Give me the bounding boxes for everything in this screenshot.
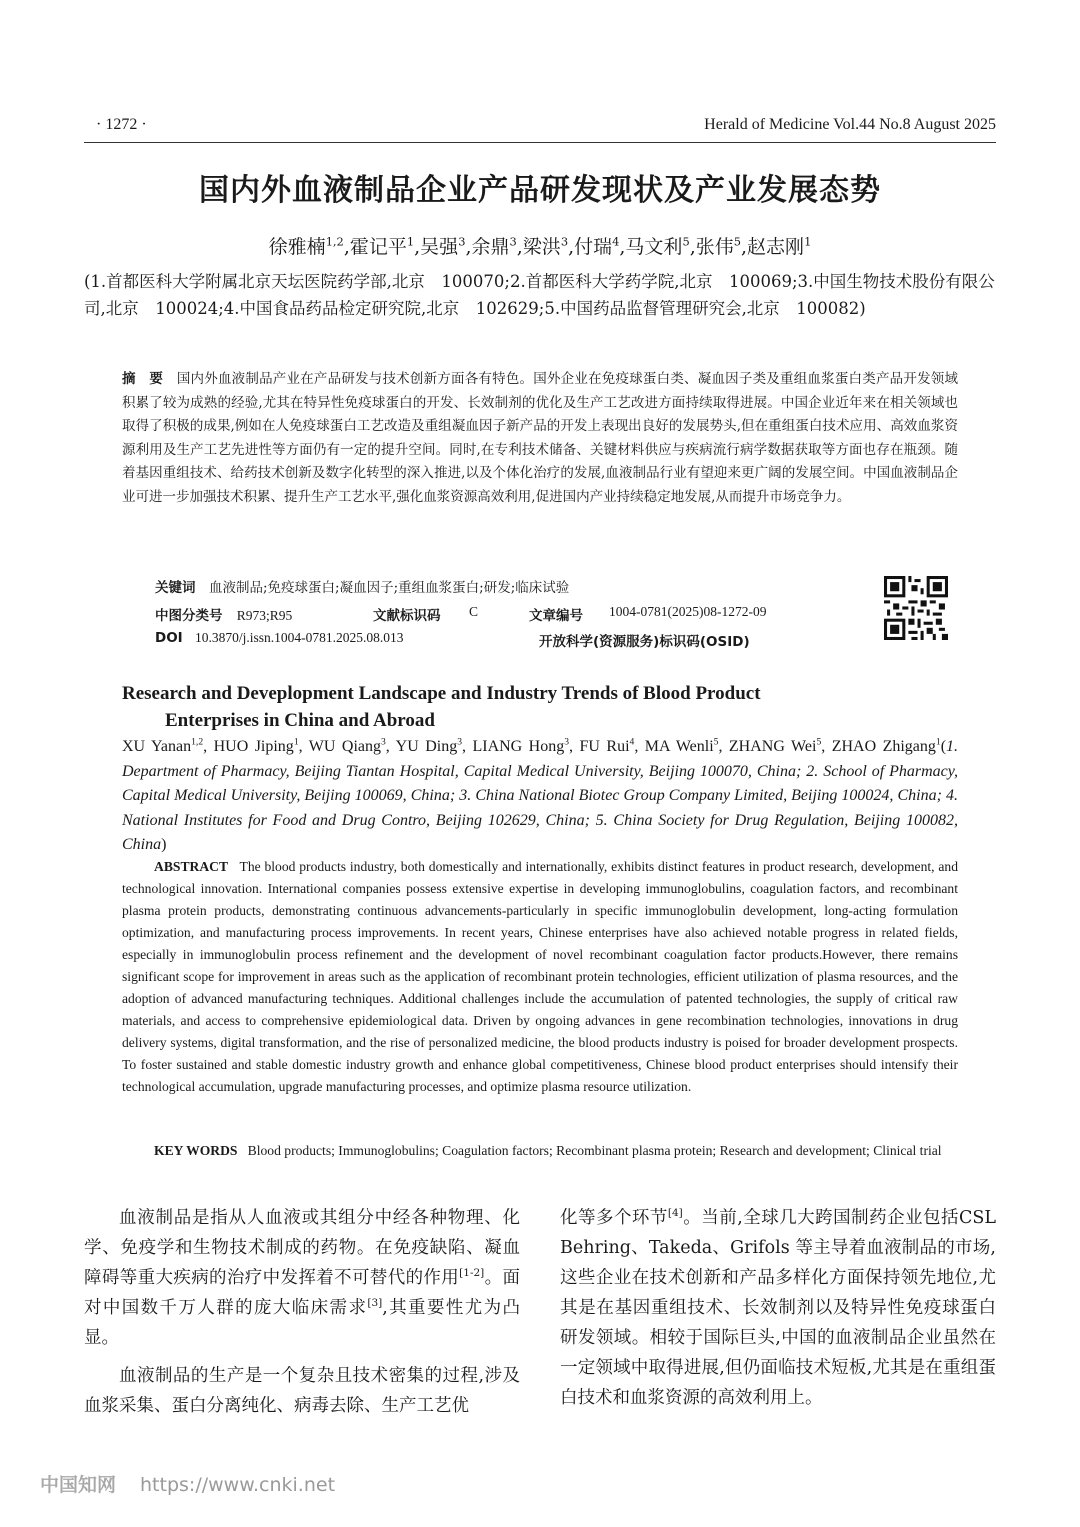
- author-affiliation-sup: 5: [733, 234, 741, 249]
- author-affiliation-sup: 1: [406, 234, 415, 249]
- keywords-en-label: KEY WORDS: [154, 1143, 238, 1158]
- meta-line-1: [155, 604, 875, 624]
- author-affiliation-sup: 4: [612, 234, 620, 249]
- qr-code-icon[interactable]: [884, 576, 948, 640]
- author-affiliation-sup: 5: [816, 736, 822, 748]
- author-name: ZHANG Wei: [728, 738, 817, 755]
- author-name: WU Qiang: [308, 738, 381, 755]
- body-paragraph-2: 血液制品的生产是一个复杂且技术密集的过程,涉及血浆采集、蛋白分离纯化、病毒去除、生产工艺优: [84, 1366, 520, 1416]
- affiliations-en: 1. Department of Pharmacy, Beijing Tiantan Hospital, Capital Medical University, Beijing 100070, China; 2. School of Pharmacy, Capital Medical University, Beijing 100069, China; 3. China National Biotec Group Company Limited, Beijing 100024, China; 4. National Institutes for Food and Drug Contro, Beijing 102629, China; 5. China Society for Drug Regulation, Beijing 100082, China: [122, 738, 959, 853]
- author-name: 梁洪: [522, 236, 561, 258]
- body-paragraph-3: [560, 1203, 996, 1413]
- author-affiliation-sup: 1,2: [325, 234, 344, 249]
- body-p1-c: ,其重要性尤为凸显。: [84, 1298, 521, 1348]
- abstract-en-text: The blood products industry, both domestically and internationally, exhibits distinct features in product research, development, and technological innovation. International companies possess extensive expertise in developing immunoglobulins, coagulation factors, and recombinant plasma protein products, demonstrating continuous advancements-particularly in specific immunoglobulin development, long-acting formulation optimization, and manufacturing process improvements. In recent years, Chinese enterprises have also achieved notable progress in related fields, especially in immunoglobulin process refinement and the development of novel recombinant coagulation factor products.However, there remains significant scope for improvement in areas such as the application of recombinant protein technologies, efficient utilization of plasma resources, and the adoption of advanced manufacturing techniques. Additional challenges include the accumulation of patented technologies, the supply of critical raw materials, and access to comprehensive epidemiological data. Driven by ongoing advances in gene recombination technologies, innovations in drug delivery systems, digital transformation, and the rise of personalized medicine, the blood products industry is poised for broader development prospects. To foster sustained and stable domestic industry growth and enhance global competitiveness, Chinese blood product enterprises should intensify their technological accumulation, upgrade manufacturing processes, and optimize plasma resource utilization.: [122, 859, 959, 1094]
- author-affiliation-sup: 3: [458, 234, 466, 249]
- citation-3[interactable]: [3]: [367, 1297, 383, 1310]
- keywords-cn: [155, 576, 569, 596]
- author-name: YU Ding: [395, 738, 458, 755]
- meta-line-2: [155, 630, 875, 650]
- author-affiliation-sup: 3: [560, 234, 569, 249]
- authors-en: XU Yanan$^{1,2}$, HUO Jiping$^1$, WU Qiang$^3$, YU Ding$^3$, LIANG Hong$^3$, FU Rui$^4$, MA Wenli$^5$, ZHANG Wei$^5$, ZHAO Zhigang$^1$: [122, 736, 941, 755]
- author-name: LIANG Hong: [472, 738, 565, 755]
- author-affiliation-sup: 1: [935, 736, 941, 748]
- body-p1-b: 。面对中国数千万人群的庞大临床需求: [84, 1268, 521, 1318]
- abstract-cn-label: 摘 要: [122, 371, 164, 387]
- body-p1-a: 血液制品是指从人血液或其组分中经各种物理、化学、免疫学和生物技术制成的药物。在免疫缺陷、凝血障碍等重大疾病的治疗中发挥着不可替代的作用: [84, 1208, 520, 1288]
- author-name: 付瑞: [574, 236, 613, 258]
- author-name: 吴强: [420, 236, 459, 258]
- author-name: ZHAO Zhigang: [831, 738, 936, 755]
- citation-1-2[interactable]: [1-2]: [459, 1267, 485, 1280]
- body-p3-b: 。当前,全球几大跨国制药企业包括CSL Behring、Takeda、Grifols 等主导着血液制品的市场,这些企业在技术创新和产品多样化方面保持领先地位,尤其是在基因重组技术、长效制剂以及特异性免疫球蛋白研发领域。相较于国际巨头,中国的血液制品企业虽然在一定领域中取得进展,但仍面临技术短板,尤其是在重组蛋白技术和血浆资源的高效利用上。: [560, 1208, 997, 1408]
- abstract-cn: [122, 368, 958, 509]
- author-name: 霍记平: [349, 236, 407, 258]
- footer-watermark: [40, 1470, 335, 1497]
- author-affiliation-sup: 1: [293, 736, 299, 748]
- author-name: XU Yanan: [122, 738, 192, 755]
- page-number: · 1272 ·: [96, 116, 147, 133]
- body-column-left: [84, 1203, 520, 1421]
- journal-info: Herald of Medicine Vol.44 No.8 August 2025: [704, 116, 996, 133]
- author-name: 徐雅楠: [268, 236, 326, 258]
- authors-affiliations-en: XU Yanan$^{1,2}$, HUO Jiping$^1$, WU Qiang$^3$, YU Ding$^3$, LIANG Hong$^3$, FU Rui$^4$, MA Wenli$^5$, ZHANG Wei$^5$, ZHAO Zhigang$^1$(1. Department of Pharmacy, Beijing Tiantan Hospital, Capital Medical University, Beijing 100070, China; 2. School of Pharmacy, Capital Medical University, Beijing 100069, China; 3. China National Biotec Group Company Limited, Beijing 100024, China; 4. National Institutes for Food and Drug Contro, Beijing 102629, China; 5. China Society for Drug Regulation, Beijing 100082, China): [122, 736, 959, 853]
- author-affiliation-sup: 1,2: [191, 736, 204, 748]
- title-en-line-2: Enterprises in China and Abroad: [165, 710, 435, 731]
- doc-code-value: C: [469, 604, 479, 619]
- author-name: 赵志刚: [747, 236, 805, 258]
- author-name: 马文利: [625, 236, 683, 258]
- title-en-line-1: Research and Deveplopment Landscape and Industry Trends of Blood Product: [122, 683, 761, 704]
- abstract-cn-text: 国内外血液制品产业在产品研发与技术创新方面各有特色。国外企业在免疫球蛋白类、凝血因子类及重组血浆蛋白类产品开发领域积累了较为成熟的经验,尤其在特异性免疫球蛋白的开发、长效制剂的优化及生产工艺改进方面持续取得进展。中国企业近年来在相关领域也取得了积极的成果,例如在人免疫球蛋白工艺改造及重组凝血因子新产品的开发上表现出良好的发展势头,但在重组蛋白技术应用、高效血浆资源利用及生产工艺先进性等方面仍有一定的提升空间。同时,在专利技术储备、关键材料供应与疾病流行病学数据获取等方面也存在瓶颈。随着基因重组技术、给药技术创新及数字化转型的深入推进,以及个体化治疗的发展,血液制品行业有望迎来更广阔的发展空间。中国血液制品企业可进一步加强技术积累、提升生产工艺水平,强化血浆资源高效利用,促进国内产业持续稳定地发展,从而提升市场竞争力。: [122, 371, 959, 505]
- footer-url[interactable]: https://www.cnki.net: [140, 1474, 336, 1496]
- author-affiliation-sup: 1: [804, 234, 812, 249]
- keywords-en: [122, 1140, 958, 1162]
- author-affiliation-sup: 3: [381, 736, 386, 748]
- author-affiliation-sup: 4: [629, 736, 635, 748]
- keywords-en-text: Blood products; Immunoglobulins; Coagulation factors; Recombinant plasma protein; Research and development; Clinical trial: [247, 1143, 942, 1158]
- clc-value: R973;R95: [236, 608, 293, 623]
- clc-label: 中图分类号: [155, 608, 223, 624]
- footer-brand: 中国知网: [40, 1474, 117, 1496]
- osid-label: 开放科学(资源服务)标识码(OSID): [539, 634, 750, 650]
- article-no-value: 1004-0781(2025)08-1272-09: [609, 604, 767, 619]
- author-affiliation-sup: 3: [564, 736, 570, 748]
- author-name: FU Rui: [579, 738, 630, 755]
- citation-4[interactable]: [4]: [667, 1207, 683, 1220]
- keywords-cn-label: 关键词: [155, 580, 196, 596]
- article-title-en: [122, 680, 882, 734]
- article-title-cn: 国内外血液制品企业产品研发现状及产业发展态势: [199, 173, 881, 208]
- author-name: 张伟: [695, 236, 734, 258]
- article-no-label: 文章编号: [529, 608, 583, 624]
- author-name: MA Wenli: [644, 738, 714, 755]
- author-affiliation-sup: 5: [682, 234, 690, 249]
- abstract-en: [122, 856, 958, 1098]
- author-name: HUO Jiping: [213, 738, 294, 755]
- abstract-en-label: ABSTRACT: [154, 859, 229, 874]
- author-affiliation-sup: 3: [457, 736, 463, 748]
- doi-label: DOI: [155, 630, 183, 646]
- body-column-right: [560, 1203, 996, 1413]
- doc-code-label: 文献标识码: [373, 608, 441, 624]
- affiliations-cn: (1.首都医科大学附属北京天坛医院药学部,北京 100070;2.首都医科大学药学院,北京 100069;3.中国生物技术股份有限公司,北京 100024;4.中国食品药品检定研究院,北京 102629;5.中国药品监督管理研究会,北京 100082): [84, 272, 995, 318]
- body-p3-a: 化等多个环节: [560, 1208, 668, 1228]
- authors-cn: 徐雅楠$^{1,2}$,霍记平$^1$,吴强$^3$,余鼎$^3$,梁洪$^3$,付瑞$^4$,马文利$^5$,张伟$^5$,赵志刚$^1$: [268, 234, 812, 258]
- keywords-cn-text: 血液制品;免疫球蛋白;凝血因子;重组血浆蛋白;研发;临床试验: [209, 580, 570, 596]
- author-name: 余鼎: [471, 236, 510, 258]
- header-rule: [84, 142, 996, 143]
- doi-value: 10.3870/j.issn.1004-0781.2025.08.013: [195, 630, 404, 645]
- author-affiliation-sup: 3: [509, 234, 517, 249]
- author-affiliation-sup: 5: [713, 736, 719, 748]
- body-paragraph-1: [84, 1203, 520, 1353]
